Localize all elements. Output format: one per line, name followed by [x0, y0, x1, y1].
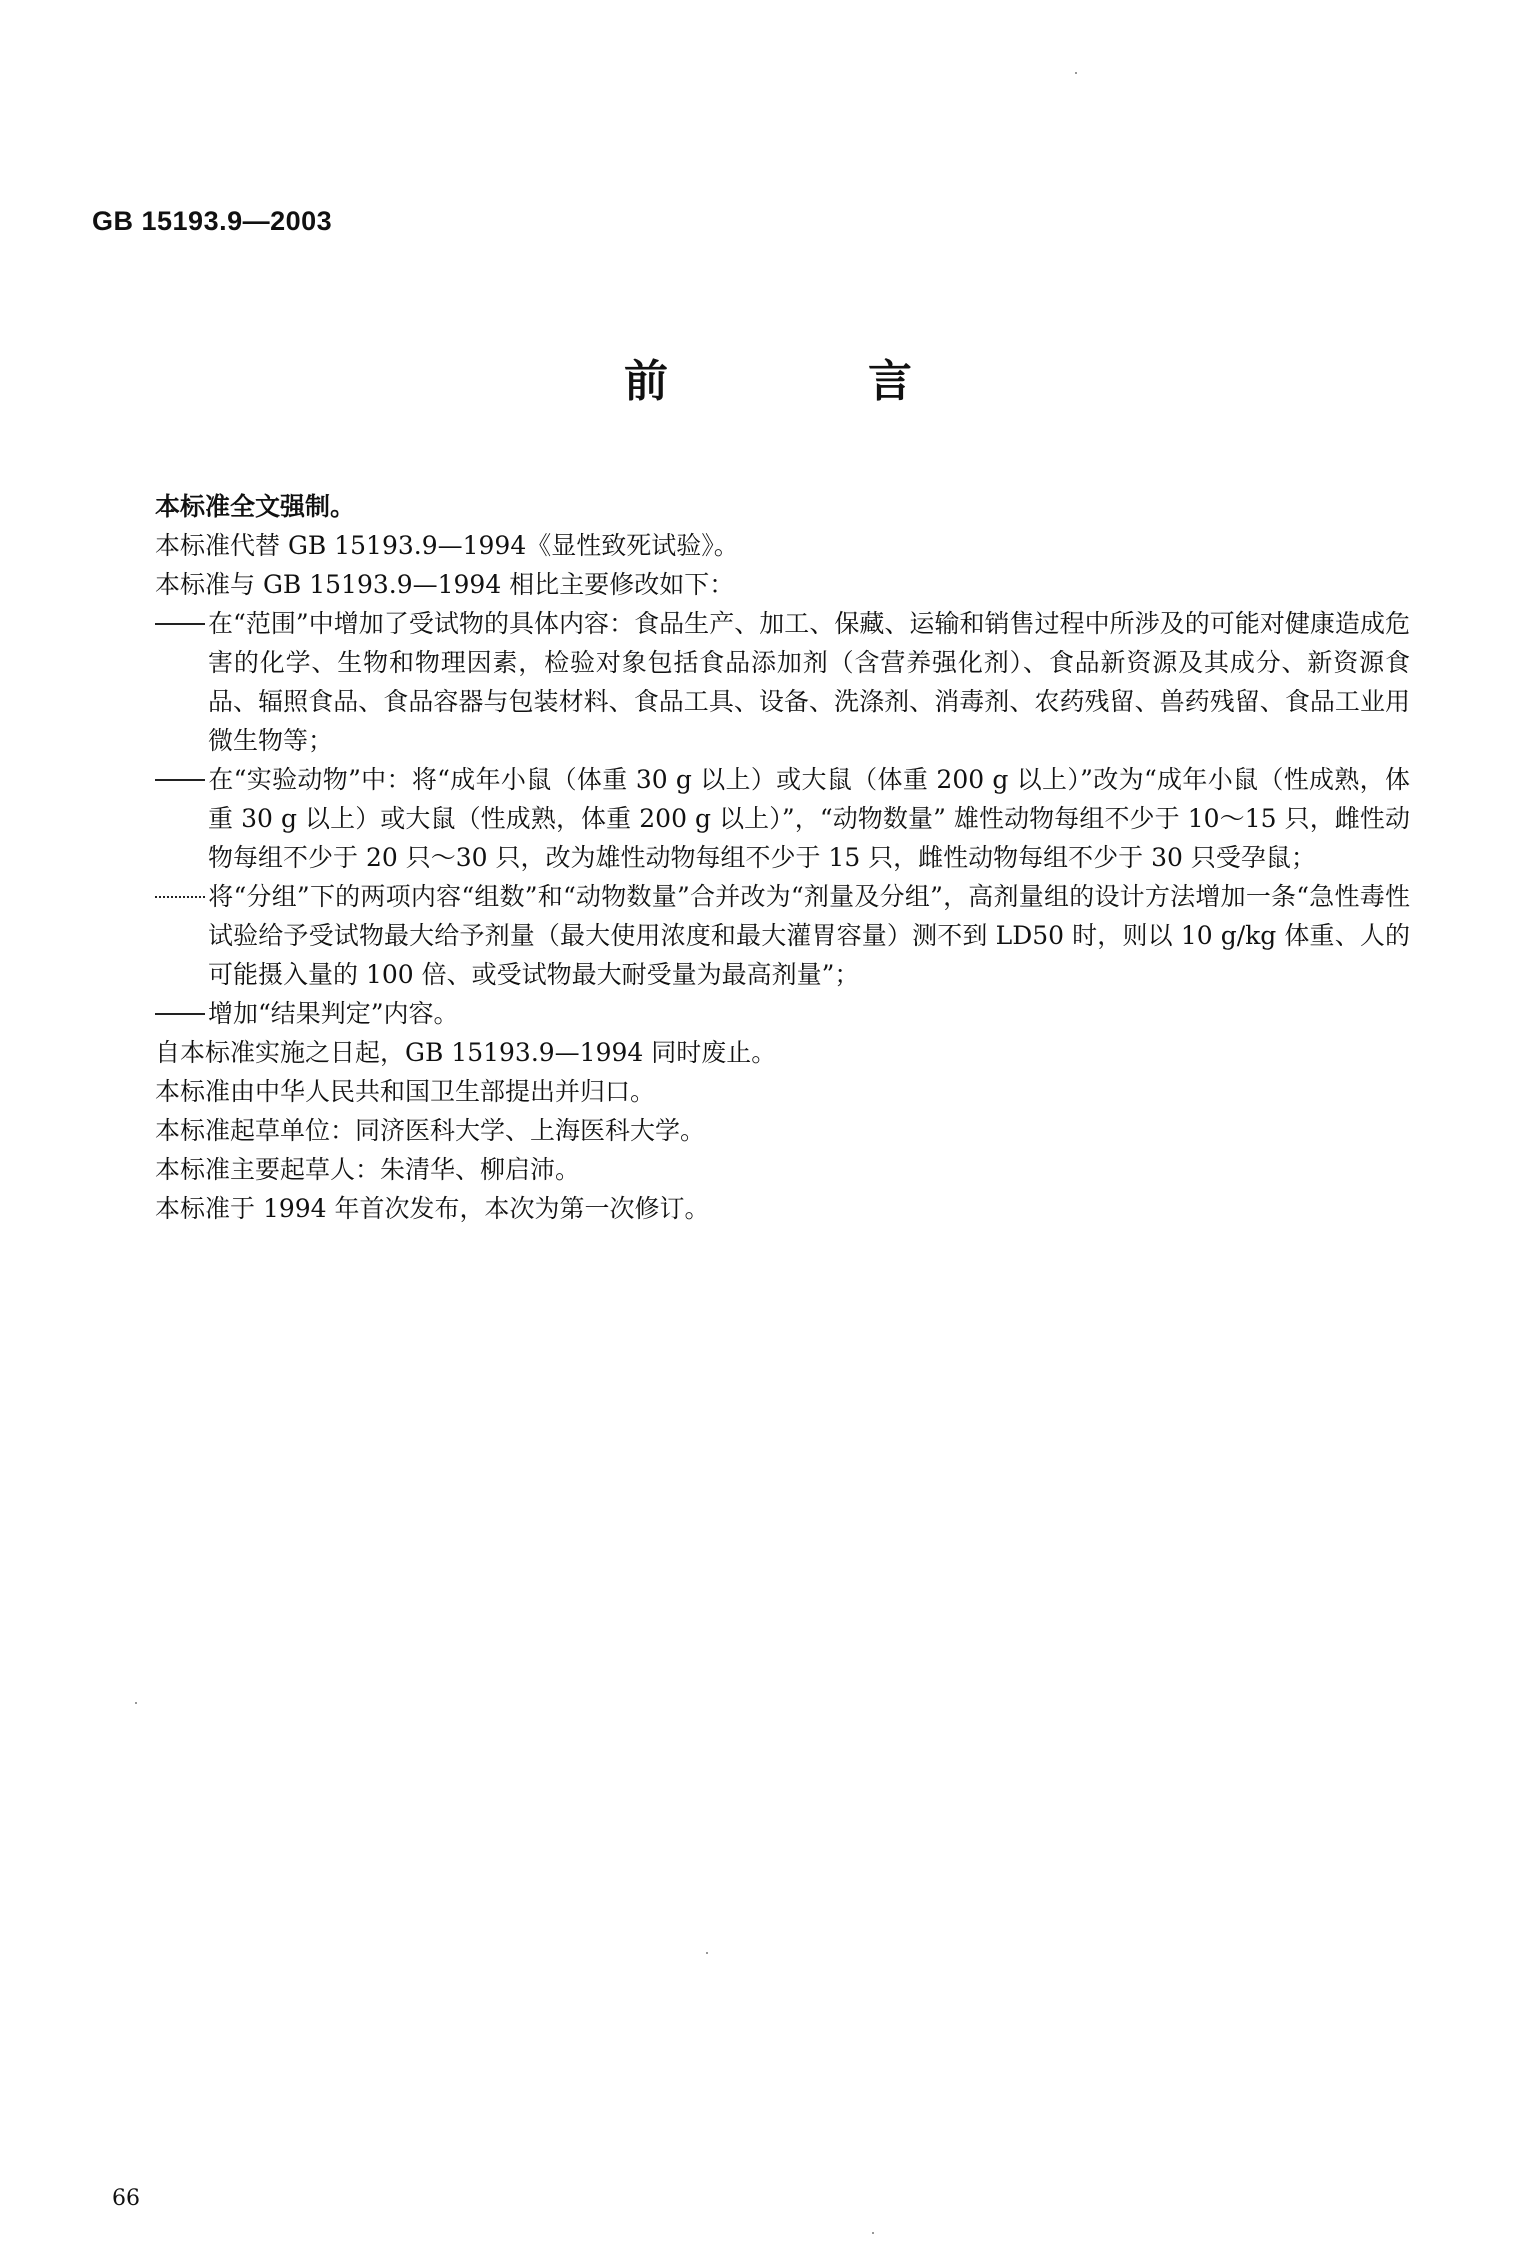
change-item-text: 在“范围”中增加了受试物的具体内容：食品生产、加工、保藏、运输和销售过程中所涉及的可能对健康造成危害的化学、生物和物理因素，检验对象包括食品添加剂（含营养强化剂）、食品新资源及其成分、新资源食品、辐照食品、食品容器与包装材料、食品工具、设备、洗涤剂、消毒剂、农药残留、兽药残留、食品工业用微生物等；: [208, 609, 1410, 755]
standard-code: GB 15193.9—2003: [92, 206, 333, 236]
change-item-text: 将“分组”下的两项内容“组数”和“动物数量”合并改为“剂量及分组”，高剂量组的设计方法增加一条“急性毒性试验给予受试物最大给予剂量（最大使用浓度和最大灌胃容量）测不到 LD50 时，则以 10 g/kg 体重、人的可能摄入量的 100 倍、或受试物最大耐受量为最高剂量”；: [208, 882, 1410, 989]
change-item-grouping: [155, 877, 1410, 994]
scan-speck: [706, 1952, 708, 1954]
page-title: 前 言: [624, 356, 990, 407]
scan-speck: [872, 2232, 874, 2234]
page-number: 66: [112, 2186, 140, 2211]
scan-speck: [135, 1702, 137, 1704]
proposer-statement: 本标准由中华人民共和国卫生部提出并归口。: [155, 1077, 656, 1106]
preface-body: [155, 487, 1410, 1228]
dash-marker: [155, 994, 208, 1033]
abolish-statement: 自本标准实施之日起，GB 15193.9—1994 同时废止。: [155, 1038, 777, 1067]
change-item-animals: [155, 760, 1410, 877]
changes-intro: 本标准与 GB 15193.9—1994 相比主要修改如下：: [155, 570, 735, 599]
change-item-text: 增加“结果判定”内容。: [208, 999, 459, 1028]
drafting-units: 本标准起草单位：同济医科大学、上海医科大学。: [155, 1116, 706, 1145]
release-history: 本标准于 1994 年首次发布，本次为第一次修订。: [155, 1194, 710, 1223]
change-item-text: 在“实验动物”中：将“成年小鼠（体重 30 g 以上）或大鼠（体重 200 g 以上）”改为“成年小鼠（性成熟，体重 30 g 以上）或大鼠（性成熟，体重 200 g 以上）”，“动物数量” 雄性动物每组不少于 10～15 只，雌性动物每组不少于 20 只～30 只，改为雄性动物每组不少于 15 只，雌性动物每组不少于 30 只受孕鼠；: [208, 765, 1410, 872]
drafters: 本标准主要起草人：朱清华、柳启沛。: [155, 1155, 581, 1184]
dash-marker: [155, 760, 208, 799]
change-item-results: [155, 994, 1410, 1033]
mandatory-statement: 本标准全文强制。: [155, 492, 356, 521]
dash-marker: [155, 604, 208, 643]
dash-marker: [155, 877, 208, 916]
replacement-statement: 本标准代替 GB 15193.9—1994《显性致死试验》。: [155, 531, 739, 560]
scan-speck: [1075, 72, 1077, 74]
change-item-scope: [155, 604, 1410, 760]
